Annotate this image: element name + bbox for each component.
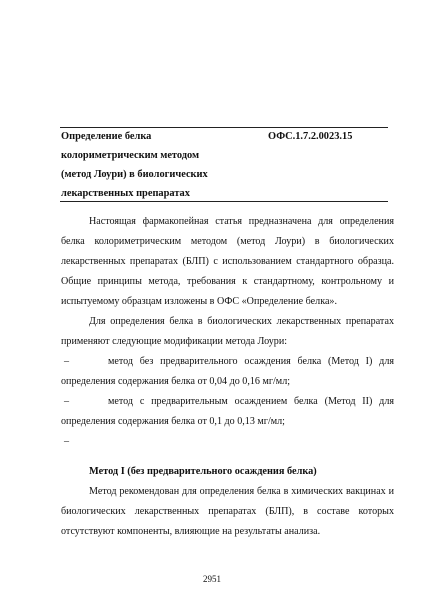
article-title-line: Определение белка <box>61 131 152 142</box>
method-1-line: отсутствуют компоненты, влияющие на результаты анализа. <box>61 526 321 537</box>
article-title-line: (метод Лоури) в биологических <box>61 169 208 180</box>
header-bottom-rule <box>60 201 388 202</box>
article-title <box>61 127 208 203</box>
list-dash: – <box>64 436 70 447</box>
list-dash: – <box>64 356 70 367</box>
paragraph-line: применяют следующие модификации метода Лоури: <box>61 336 288 347</box>
method-1-title: Метод I (без предварительного осаждения белка) <box>89 466 317 477</box>
method-1-line: биологических лекарственных препаратах (БЛП), в составе которых <box>61 506 394 517</box>
list-item-line: определения содержания белка от 0,04 до 0,16 мг/мл; <box>61 376 291 387</box>
article-title-line: колориметрическим методом <box>61 150 200 161</box>
list-dash: – <box>64 396 70 407</box>
list-item-line: определения содержания белка от 0,1 до 0,13 мг/мл; <box>61 416 285 427</box>
article-code: ОФС.1.7.2.0023.15 <box>268 131 353 142</box>
list-item-line: метод с предварительным осаждением белка (Метод II) для <box>108 396 394 407</box>
page-number: 2951 <box>203 574 221 584</box>
intro-line: Настоящая фармакопейная статья предназначена для определения <box>89 216 394 227</box>
article-title-line: лекарственных препаратах <box>61 188 190 199</box>
list-item-line: метод без предварительного осаждения белка (Метод I) для <box>108 356 394 367</box>
intro-line: белка колориметрическим методом (метод Лоури) в биологических <box>61 236 394 247</box>
intro-line: лекарственных препаратах (БЛП) с использованием стандартного образца. <box>61 256 394 267</box>
paragraph-line: Для определения белка в биологических лекарственных препаратах <box>89 316 394 327</box>
method-1-line: Метод рекомендован для определения белка в химических вакцинах и <box>89 486 394 497</box>
intro-line: испытуемому образцам изложены в ОФС «Определение белка». <box>61 296 338 307</box>
intro-line: Общие принципы метода, требования к стандартному, контрольному и <box>61 276 394 287</box>
